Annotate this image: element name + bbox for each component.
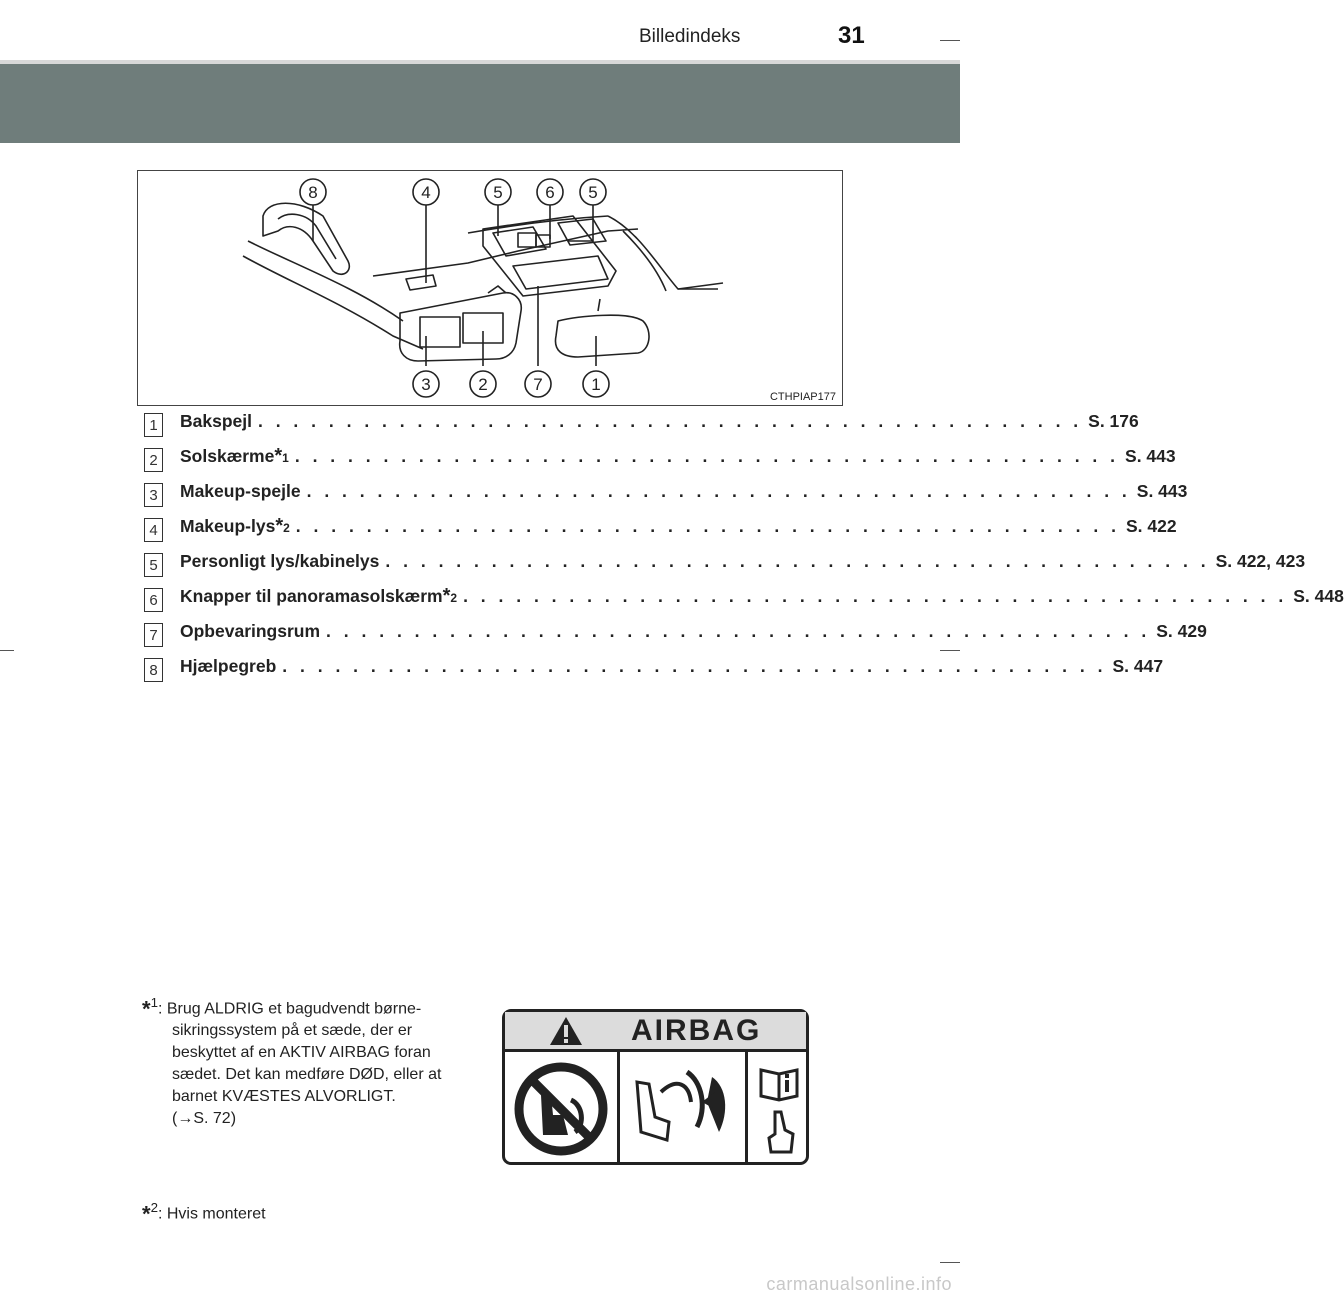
dot-leader: . . . . . . . . . . . . . . . . . . . . . . . . . . . . . . . . . . . . . . . . . . . . . . . (463, 586, 1288, 606)
page-reference: S. 422 (1125, 516, 1177, 536)
svg-text:4: 4 (421, 183, 431, 202)
callout-7 (525, 371, 551, 397)
footnote-2 (142, 1200, 266, 1227)
read-manual-icon (757, 1062, 803, 1158)
item-label: Personligt lys/kabinelys (180, 551, 380, 571)
page-reference: S. 448 (1293, 586, 1344, 606)
svg-text:8: 8 (308, 183, 318, 202)
crop-mark (940, 650, 960, 651)
item-number-badge: 1 (144, 413, 163, 437)
page-reference: S. 422, 423 (1215, 551, 1306, 571)
item-number-badge: 3 (144, 483, 163, 507)
index-item-4 (140, 512, 1177, 547)
item-number-badge: 2 (144, 448, 163, 472)
page-reference: S. 429 (1156, 621, 1207, 641)
index-item-6 (140, 582, 1344, 617)
item-number-badge: 4 (144, 518, 163, 542)
airbag-title: AIRBAG (631, 1014, 762, 1047)
item-number-badge: 8 (144, 658, 163, 682)
page-reference: S. 176 (1088, 411, 1139, 431)
item-label: Knapper til panoramasolskærm (180, 586, 443, 606)
index-item-3 (140, 477, 1188, 512)
svg-text:1: 1 (591, 375, 601, 394)
dot-leader: . . . . . . . . . . . . . . . . . . . . . . . . . . . . . . . . . . . . . . . . . . . . . . . (326, 621, 1151, 641)
illustration-code: CTHPIAP177 (769, 391, 836, 403)
footnote-star: * (142, 996, 151, 1022)
airbag-pictograms (505, 1052, 806, 1165)
dot-leader: . . . . . . . . . . . . . . . . . . . . . . . . . . . . . . . . . . . . . . . . . . . . . . . (257, 411, 1083, 431)
warning-triangle-icon (549, 1016, 583, 1046)
callout-3 (413, 371, 439, 397)
svg-text:6: 6 (545, 183, 555, 202)
item-label: Solskærme (180, 446, 275, 466)
item-label: Makeup-lys (180, 516, 276, 536)
footnote-line: : Brug ALDRIG et bagudvendt børne- (157, 1000, 422, 1018)
index-item-7 (140, 617, 1207, 652)
footnote-ref: *1 (274, 445, 289, 467)
page-reference: S. 447 (1112, 656, 1164, 676)
index-item-5 (140, 547, 1306, 582)
svg-text:7: 7 (533, 375, 543, 394)
dot-leader: . . . . . . . . . . . . . . . . . . . . . . . . . . . . . . . . . . . . . . . . . . . . . . . (282, 656, 1107, 676)
callout-1 (583, 371, 609, 397)
footnote-1 (142, 992, 482, 1130)
item-label: Makeup-spejle (180, 481, 301, 501)
page-header (0, 0, 960, 62)
svg-text:2: 2 (478, 375, 488, 394)
page-reference: S. 443 (1125, 446, 1176, 466)
footnote-line: beskyttet af en AKTIV AIRBAG foran (172, 1044, 431, 1062)
svg-text:3: 3 (421, 375, 431, 394)
watermark: carmanualsonline.info (766, 1274, 952, 1294)
svg-text:5: 5 (588, 183, 598, 202)
item-number-badge: 5 (144, 553, 163, 577)
footnote-line: sikringssystem på et sæde, der er (172, 1022, 413, 1040)
footnote-line: (→S. 72) (172, 1110, 237, 1128)
header-band (0, 64, 960, 143)
footnote-star: * (142, 1201, 151, 1227)
interior-illustration (137, 170, 843, 406)
callout-5b (580, 179, 606, 205)
page-number: 31 (838, 22, 865, 49)
footnote-mark: 1 (150, 995, 158, 1010)
dot-leader: . . . . . . . . . . . . . . . . . . . . . . . . . . . . . . . . . . . . . . . . . . . . . . . (294, 446, 1120, 466)
footnote-ref: *2 (442, 585, 458, 607)
index-item-2 (140, 442, 1176, 477)
item-label: Opbevaringsrum (180, 621, 321, 641)
callout-5a (485, 179, 511, 205)
footnote-mark: 2 (150, 1200, 158, 1215)
footnote-text: : Hvis monteret (157, 1205, 266, 1223)
dot-leader: . . . . . . . . . . . . . . . . . . . . . . . . . . . . . . . . . . . . . . . . . . . . . . . (385, 551, 1210, 571)
callout-6 (537, 179, 563, 205)
footnote-line: sædet. Det kan medføre DØD, eller at (172, 1066, 442, 1084)
item-number-badge: 6 (144, 588, 163, 612)
callout-2 (470, 371, 496, 397)
item-label: Bakspejl (180, 411, 252, 431)
no-rear-facing-seat-icon (513, 1060, 609, 1158)
index-list (140, 407, 1344, 687)
callout-4 (413, 179, 439, 205)
crop-mark (940, 40, 960, 41)
airbag-deploy-icon (627, 1062, 737, 1158)
cell-divider (617, 1052, 620, 1165)
item-label: Hjælpegreb (180, 656, 277, 676)
dot-leader: . . . . . . . . . . . . . . . . . . . . . . . . . . . . . . . . . . . . . . . . . . . . . . . (295, 516, 1120, 536)
ceiling-console-drawing (138, 171, 842, 405)
crop-mark (0, 650, 14, 651)
index-item-1 (140, 407, 1139, 442)
cell-divider (745, 1052, 748, 1165)
crop-mark (940, 1262, 960, 1263)
item-number-badge: 7 (144, 623, 163, 647)
airbag-warning-label (502, 1009, 809, 1165)
footnote-ref: *2 (275, 515, 290, 537)
svg-text:5: 5 (493, 183, 503, 202)
index-item-8 (140, 652, 1164, 687)
footnote-line: barnet KVÆSTES ALVORLIGT. (172, 1088, 396, 1106)
dot-leader: . . . . . . . . . . . . . . . . . . . . . . . . . . . . . . . . . . . . . . . . . . . . . . . (306, 481, 1131, 501)
callout-8 (300, 179, 326, 205)
section-title: Billedindeks (639, 26, 741, 47)
page-reference: S. 443 (1136, 481, 1188, 501)
airbag-label-header (505, 1012, 806, 1052)
